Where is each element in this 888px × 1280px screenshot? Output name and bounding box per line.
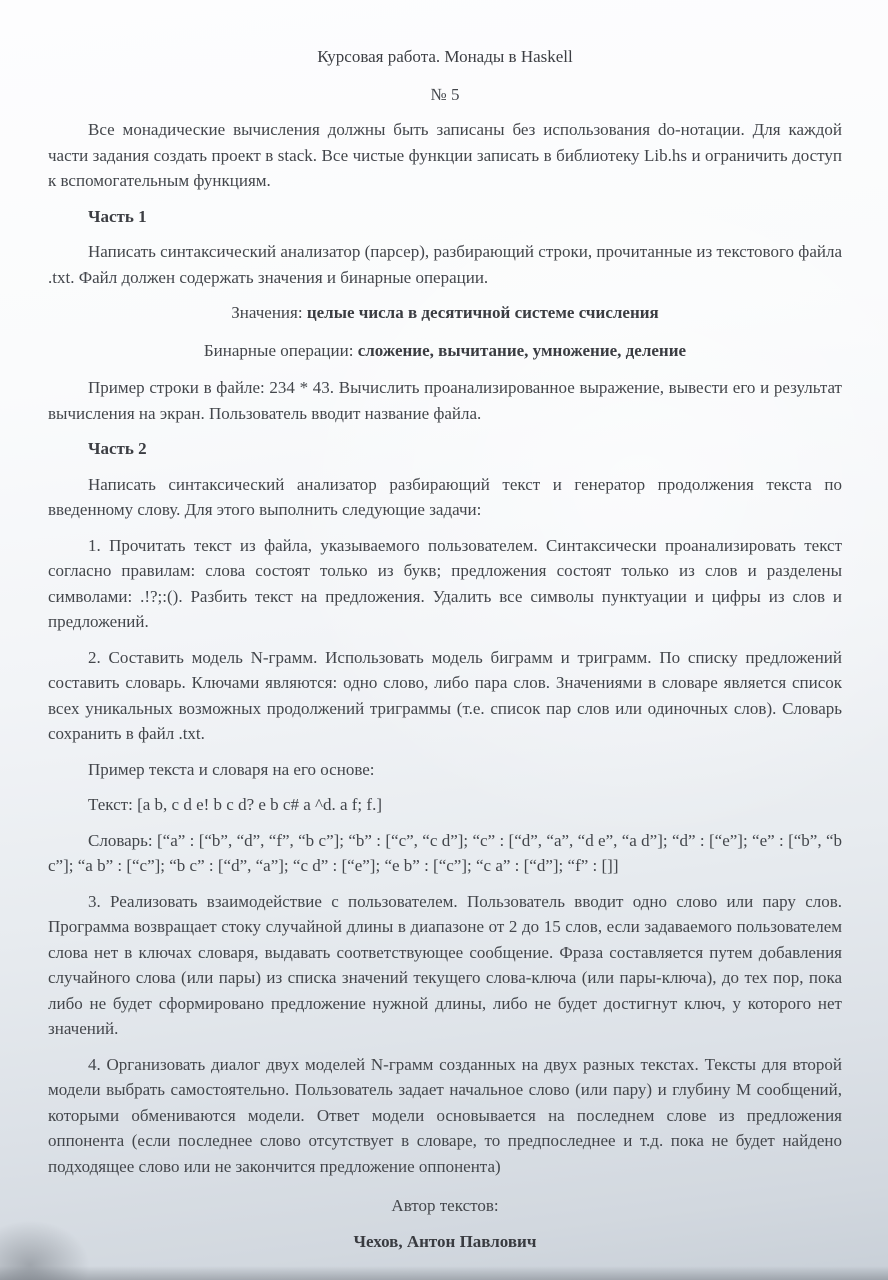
paper-page	[48, 44, 842, 1254]
doc-number: № 5	[430, 84, 460, 104]
values-text: целые числа в десятичной системе счисления	[306, 303, 659, 322]
task-item-4: 4. Организовать диалог двух моделей N-грамм созданных на двух разных текстах. Тексты для второй модели выбрать самостоятельно. Пользователь задает начальное слово (или пару) и глубину М сообщений, которыми обмениваются модели. Ответ модели основывается на последнем слове из предложения оппонента (если последнее слово отсутствует в словаре, то предпоследнее и т.д. пока не будет найдено подходящее слово или не закончится предложение оппонента)	[48, 1054, 842, 1176]
task-item-3: 3. Реализовать взаимодействие с пользователем. Пользователь вводит одно слово или пару слов. Программа возвращает стоку случайной длины в диапазоне от 2 до 15 слов, если задаваемого пользователем слова нет в ключах словаря, выдавать соответствующее сообщение. Фраза составляется путем добавления случайного слова (или пары) из списка значений текущего слова-ключа (или пары-ключа), до тех пор, пока либо не будет сформировано предложение нужной длины, либо не будет достигнут ключ, у которого нет значений.	[48, 891, 842, 1038]
part1-task-paragraph: Написать синтаксический анализатор (парсер), разбирающий строки, прочитанные из текстового файла .txt. Файл должен содержать значения и бинарные операции.	[48, 242, 842, 287]
author-name: Чехов, Антон Павлович	[353, 1231, 537, 1251]
operations-text: сложение, вычитание, умножение, деление	[357, 340, 687, 360]
part1-heading: Часть 1	[88, 206, 147, 226]
example-intro-line: Пример текста и словаря на его основе:	[88, 759, 375, 779]
part2-task-paragraph: Написать синтаксический анализатор разбирающий текст и генератор продолжения текста по введенному слову. Для этого выполнить следующие задачи:	[48, 474, 842, 519]
part2-heading: Часть 2	[88, 439, 147, 458]
intro-paragraph: Все монадические вычисления должны быть записаны без использования do-нотации. Для каждой части задания создать проект в stack. Все чистые функции записать в библиотеку Lib.hs и ограничить доступ к вспомогательным функциям.	[48, 120, 842, 190]
values-line	[48, 300, 842, 326]
operations-line	[48, 338, 842, 364]
text-sample-line: Текст: [a b, c d e! b c d? e b c# a ^d. a f; f.]	[88, 795, 382, 814]
doc-title: Курсовая работа. Монады в Haskell	[317, 47, 573, 66]
part1-example-paragraph: Пример строки в файле: 234 * 43. Вычислить проанализированное выражение, вывести его и результат вычисления на экран. Пользователь вводит название файла.	[48, 378, 842, 423]
task-item-1: 1. Прочитать текст из файла, указываемого пользователем. Синтаксически проанализировать текст согласно правилам: слова состоят только из букв; предложения состоят только из слов и разделены символами: .!?;:(). Разбить текст на предложения. Удалить все символы пунктуации и цифры из слов и предложений.	[48, 535, 842, 631]
dictionary-line: Словарь: [“a” : [“b”, “d”, “f”, “b c”]; “b” : [“c”, “c d”]; “c” : [“d”, “a”, “d e”, “a d”]; “d” : [“e”]; “e” : [“b”, “b c”]; “a b” : [“c”]; “b c” : [“d”, “a”]; “c d” : [“e”]; “e b” : [“c”]; “c a” : [“d”]; “f” : []]	[48, 830, 842, 875]
author-label: Автор текстов:	[391, 1196, 499, 1215]
operations-label: Бинарные операции:	[203, 340, 358, 360]
task-item-2: 2. Составить модель N-грамм. Использовать модель биграмм и триграмм. По списку предложений составить словарь. Ключами являются: одно слово, либо пара слов. Значениями в словаре является список всех уникальных возможных продолжений триграммы (т.е. список пар слов или одиночных слов). Словарь сохранить в файл .txt.	[48, 647, 842, 743]
values-label: Значения:	[231, 303, 307, 322]
